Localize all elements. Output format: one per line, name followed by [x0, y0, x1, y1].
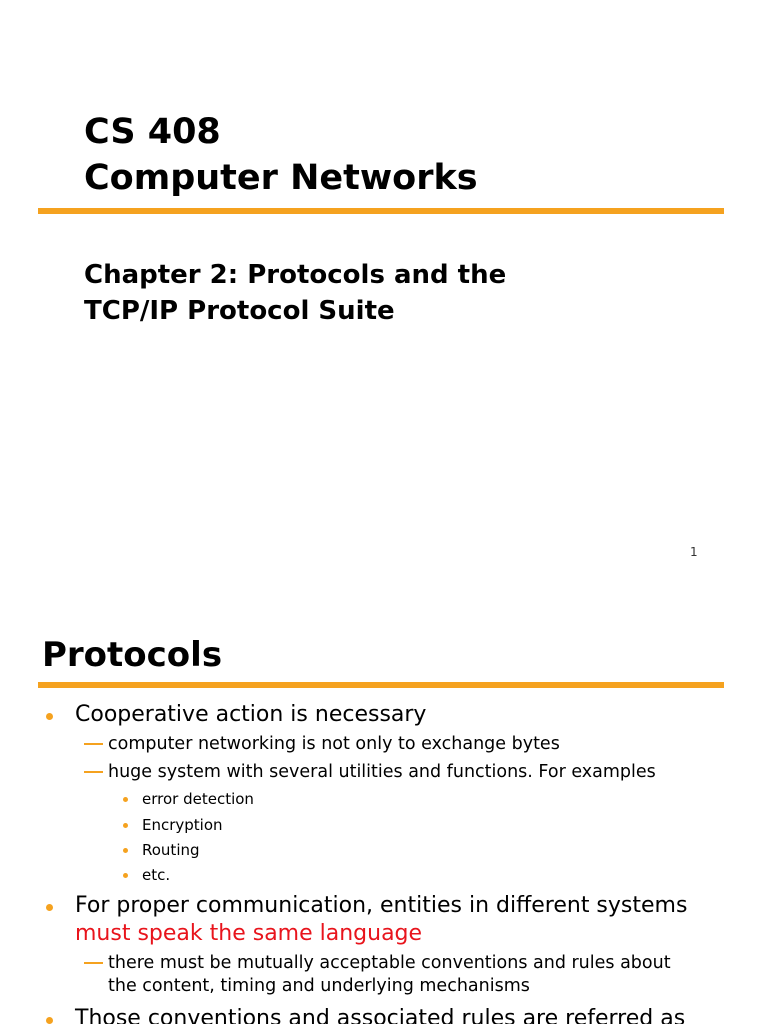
slide-2: [0, 585, 768, 1024]
slide-title-line-2: Computer Networks: [84, 158, 478, 198]
list-item: error detection: [142, 790, 254, 808]
dash-icon: [84, 962, 103, 964]
bullet-dot-icon: [46, 1017, 53, 1024]
bullet-dot-icon: [46, 713, 53, 720]
bullet-dot-icon: [123, 797, 128, 802]
sub-bullet-item: there must be mutually acceptable conventions and rules about: [108, 953, 671, 973]
bullet-dot-icon: [123, 823, 128, 828]
sub-bullet-item: computer networking is not only to exchange bytes: [108, 734, 560, 754]
slide-title-line-1: CS 408: [84, 112, 221, 152]
bullet-item: For proper communication, entities in different systems: [75, 893, 688, 918]
bullet-item: Cooperative action is necessary: [75, 702, 427, 727]
bullet-dot-icon: [46, 904, 53, 911]
title-divider: [38, 208, 724, 214]
bullet-dot-icon: [123, 873, 128, 878]
list-item: Routing: [142, 841, 200, 859]
title-divider: [38, 682, 724, 688]
dash-icon: [84, 771, 103, 773]
highlighted-text: must speak the same language: [75, 921, 423, 946]
slide-title: Protocols: [42, 635, 223, 675]
bullet-item: Those conventions and associated rules are referred as: [75, 1006, 686, 1024]
page-number: 1: [690, 545, 698, 559]
sub-bullet-item-continued: the content, timing and underlying mechanisms: [108, 976, 530, 996]
bullet-dot-icon: [123, 848, 128, 853]
sub-bullet-item: huge system with several utilities and functions. For examples: [108, 762, 656, 782]
list-item: etc.: [142, 866, 171, 884]
dash-icon: [84, 743, 103, 745]
list-item: Encryption: [142, 816, 223, 834]
slide-subtitle-line-2: TCP/IP Protocol Suite: [84, 296, 395, 326]
slide-subtitle-line-1: Chapter 2: Protocols and the: [84, 260, 507, 290]
